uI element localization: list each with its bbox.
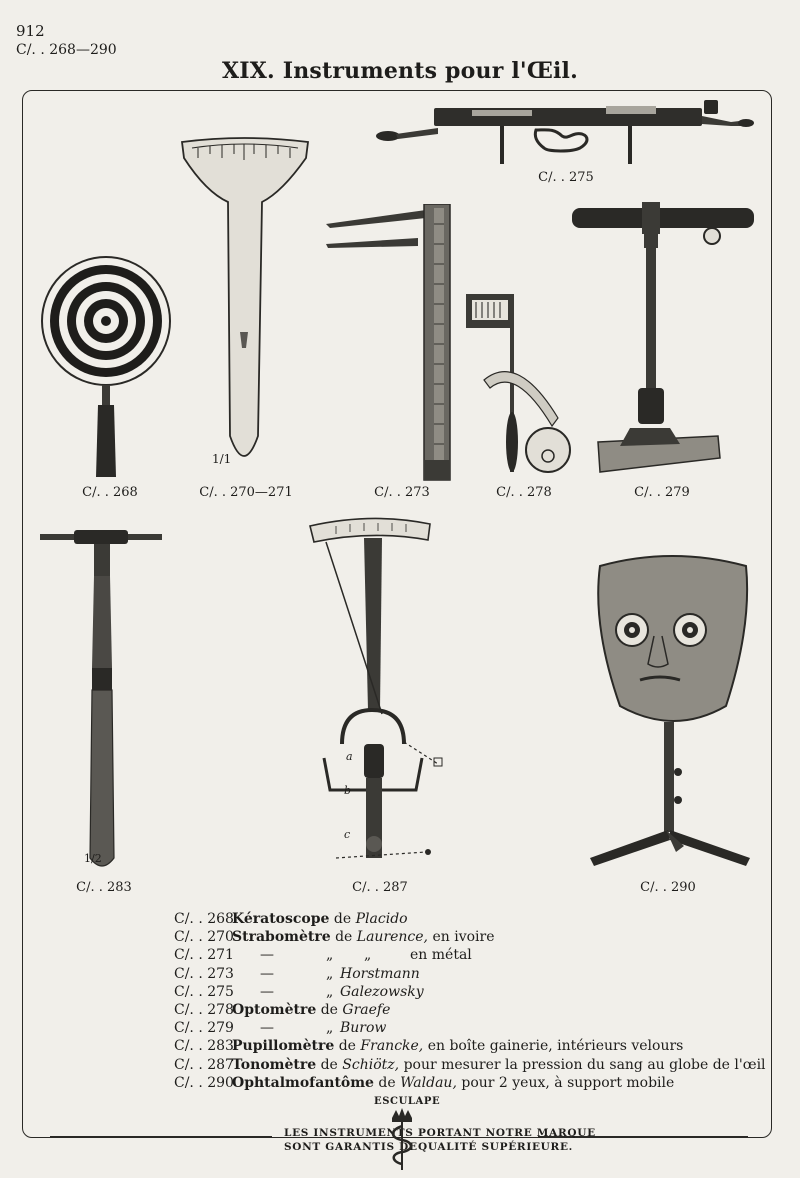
legend-name: Kératoscope de Placido (232, 911, 408, 927)
legend-code: C/. . 271 (174, 947, 234, 964)
legend-ditto: „ (326, 947, 334, 964)
tonometer-label-a: a (346, 750, 353, 763)
legend-ditto: „ (364, 947, 372, 964)
caption-279: C/. . 279 (634, 485, 690, 500)
legend-name: Optomètre de Graefe (232, 1001, 391, 1018)
legend-name: Pupillomètre de Francke, en boîte gainerie, intérieurs velours (232, 1038, 684, 1055)
caption-287: C/. . 287 (352, 880, 408, 895)
legend-author: Horstmann (340, 965, 420, 982)
pupillometer-scale-mark: 1/2 (84, 852, 102, 865)
legend-dash: — (260, 1020, 274, 1037)
brand-name: ESCULAPE (374, 1096, 441, 1107)
legend-detail: en métal (410, 947, 472, 964)
legend-ditto: „ (326, 965, 334, 982)
figure-275-strabometer (376, 96, 756, 166)
caption-273: C/. . 273 (374, 485, 430, 500)
caption-270-271: C/. . 270—271 (199, 485, 293, 500)
figure-273-caliper (326, 204, 460, 482)
legend-dash: — (260, 965, 274, 982)
legend-name: Ophtalmofantôme de Waldau, pour 2 yeux, à support mobile (232, 1074, 675, 1091)
caption-268: C/. . 268 (82, 485, 138, 500)
caption-290: C/. . 290 (640, 880, 696, 895)
legend-code: C/. . 283 (174, 1038, 234, 1055)
figure-270-strabometer-ivory (178, 136, 312, 476)
legend-name: Strabomètre de Laurence, en ivoire (232, 929, 495, 946)
catalog-range: C/. . 268—290 (16, 42, 117, 58)
tonometer-label-c: c (344, 828, 351, 841)
legend-code: C/. . 290 (174, 1074, 234, 1091)
caption-278: C/. . 278 (496, 485, 552, 500)
warranty-right: PORTANT NOTRE MARQUE QUALITÉ SUPÉRIEURE. (418, 1127, 596, 1153)
legend-code: C/. . 287 (174, 1056, 234, 1073)
legend-code: C/. . 268 (174, 911, 234, 927)
figure-287-tonometer (306, 514, 446, 876)
legend-author: Galezowsky (340, 983, 424, 1000)
legend-code: C/. . 273 (174, 965, 234, 982)
legend-dash: — (260, 947, 274, 964)
figure-268-keratoscope (40, 255, 174, 480)
caduceus-logo-icon (388, 1108, 416, 1172)
legend-author: Burow (340, 1020, 387, 1037)
legend-ditto: „ (326, 1020, 334, 1037)
warranty-left: LES INSTRUMENTS SONT GARANTIS DE (284, 1127, 418, 1153)
footer-rule-left (50, 1136, 272, 1137)
legend-code: C/. . 270 (174, 929, 234, 946)
page-title: XIX. Instruments pour l'Œil. (222, 58, 578, 84)
legend-name: Tonomètre de Schiötz, pour mesurer la pression du sang au globe de l'œil (232, 1056, 766, 1073)
strabometer-scale-mark: 1/1 (212, 452, 232, 466)
figure-278-optometer (466, 292, 576, 480)
legend-dash: — (260, 983, 274, 1000)
tonometer-label-b: b (344, 784, 352, 797)
figure-290-phantom-head (584, 546, 760, 876)
legend-code: C/. . 275 (174, 983, 234, 1000)
figure-283-pupillometer (40, 528, 164, 876)
legend-code: C/. . 279 (174, 1020, 234, 1037)
legend-ditto: „ (326, 983, 334, 1000)
legend-code: C/. . 278 (174, 1001, 234, 1018)
figure-279-telescope (570, 198, 760, 480)
caption-275: C/. . 275 (538, 170, 594, 185)
page-number: 912 (16, 22, 45, 40)
caption-283: C/. . 283 (76, 880, 132, 895)
